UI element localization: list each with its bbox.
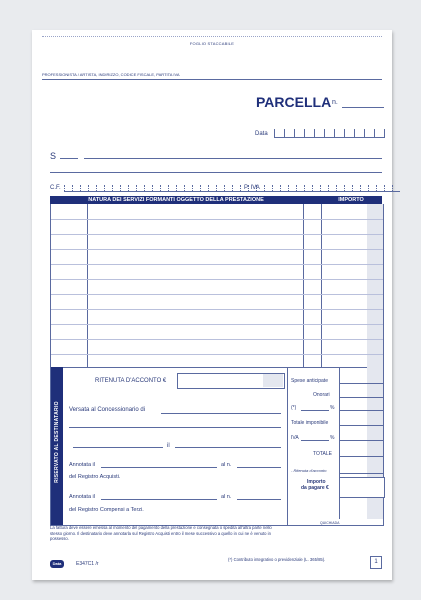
totale-field[interactable] [339, 456, 383, 457]
table-row[interactable] [51, 309, 383, 310]
tear-line [42, 36, 382, 37]
registro-acquisti-label: del Registro Acquisti. [69, 474, 121, 480]
recipient-name-field[interactable] [84, 158, 382, 159]
ritenuta-acconto-label: - Ritenuta d'acconto [291, 468, 327, 473]
title-field[interactable] [60, 158, 78, 159]
iva-percent-field[interactable] [301, 440, 329, 441]
annotata-date-field-1[interactable] [101, 467, 217, 468]
versata-label: Versata al Concessionario di [69, 407, 146, 413]
qualifica-text: QUICHIADA [320, 521, 340, 525]
page-number: 1 [370, 556, 382, 569]
piva-label: P. IVA [244, 185, 260, 191]
brand-logo: Data [50, 560, 64, 568]
recipient-section [50, 367, 384, 526]
iva-label: IVA [291, 435, 299, 441]
col-amount-header: IMPORTO [338, 197, 364, 203]
importo-label-1: Importo [307, 479, 326, 485]
piva-field[interactable] [264, 185, 400, 192]
cf-label: C.F. [50, 185, 61, 191]
services-table-header [50, 196, 382, 204]
number-field[interactable] [342, 107, 384, 108]
professional-info-label: PROFESSIONISTA / ARTISTA, INDIRIZZO, CODICE FISCALE, PARTITA IVA [42, 72, 180, 77]
ritenuta-acconto-field[interactable] [339, 473, 383, 474]
table-row[interactable] [51, 249, 383, 250]
number-label: n. [332, 99, 338, 106]
il-field[interactable] [175, 447, 281, 448]
iva-percent-sign: % [330, 435, 335, 441]
totale-imponibile-label: Totale imponibile [291, 420, 329, 426]
recipient-address-field[interactable] [50, 172, 382, 173]
invoice-form-page [32, 30, 392, 580]
spese-field[interactable] [339, 383, 383, 384]
side-label: RISERVATO AL DESTINATARIO [54, 401, 60, 483]
al-n-field-1[interactable] [237, 467, 281, 468]
importo-pagare-field[interactable] [339, 477, 385, 498]
product-code: E347C1 /r [76, 561, 99, 567]
star-label: (*) [291, 405, 297, 411]
table-row[interactable] [51, 294, 383, 295]
form-title: PARCELLA [256, 94, 332, 110]
annotata-label-1: Annotata il [69, 462, 95, 468]
table-row[interactable] [51, 324, 383, 325]
cf-field[interactable] [64, 185, 264, 192]
concessionario-field-2[interactable] [69, 427, 281, 428]
table-row[interactable] [51, 339, 383, 340]
footer-legal-text: La fattura deve essere emessa al momento del pagamento della prestazione e consegnata o spedita all'altra parte nello stesso giorno. Il destinatario deve annotarla sul Registro Acquisti entro il mese successivo a quello in cui ne è venuto in possesso. [50, 525, 272, 541]
totale-imponibile-field[interactable] [339, 425, 383, 426]
professional-line [42, 79, 382, 80]
contributo-field[interactable] [339, 410, 383, 411]
spese-label: Spese anticipate [291, 378, 328, 384]
versata-date-field[interactable] [73, 447, 163, 448]
date-field[interactable] [274, 129, 385, 138]
date-label: Data [255, 131, 268, 137]
table-row[interactable] [51, 219, 383, 220]
registro-compensi-label: del Registro Compensi a Terzi. [69, 507, 144, 513]
top-note: FOGLIO STACCABILE [189, 41, 235, 46]
star-percent-sign: % [330, 405, 335, 411]
recipient-side-band [51, 367, 63, 525]
col-description-header: NATURA DEI SERVIZI FORMANTI OGGETTO DELLA PRESTAZIONE [88, 197, 264, 203]
il-label: il [167, 443, 170, 449]
onorari-field[interactable] [339, 397, 383, 398]
annotata-label-2: Annotata il [69, 494, 95, 500]
totale-label: TOTALE [313, 451, 332, 457]
al-n-field-2[interactable] [237, 499, 281, 500]
iva-amount-field[interactable] [339, 440, 383, 441]
concessionario-field[interactable] [161, 413, 281, 414]
al-n-label-1: al n. [221, 462, 232, 468]
services-table [50, 204, 384, 368]
ritenuta-label: RITENUTA D'ACCONTO € [95, 378, 167, 384]
onorari-label: Onorari [313, 392, 330, 398]
importo-label-2: da pagare € [301, 485, 329, 491]
al-n-label-2: al n. [221, 494, 232, 500]
annotata-date-field-2[interactable] [101, 499, 217, 500]
footer-note: (*) Contributo integrativo o previdenziale (L. 365/85). [228, 557, 326, 562]
table-row[interactable] [51, 234, 383, 235]
table-row[interactable] [51, 279, 383, 280]
table-row[interactable] [51, 354, 383, 355]
star-percent-field[interactable] [301, 410, 329, 411]
table-row[interactable] [51, 264, 383, 265]
recipient-label: S [50, 151, 57, 161]
